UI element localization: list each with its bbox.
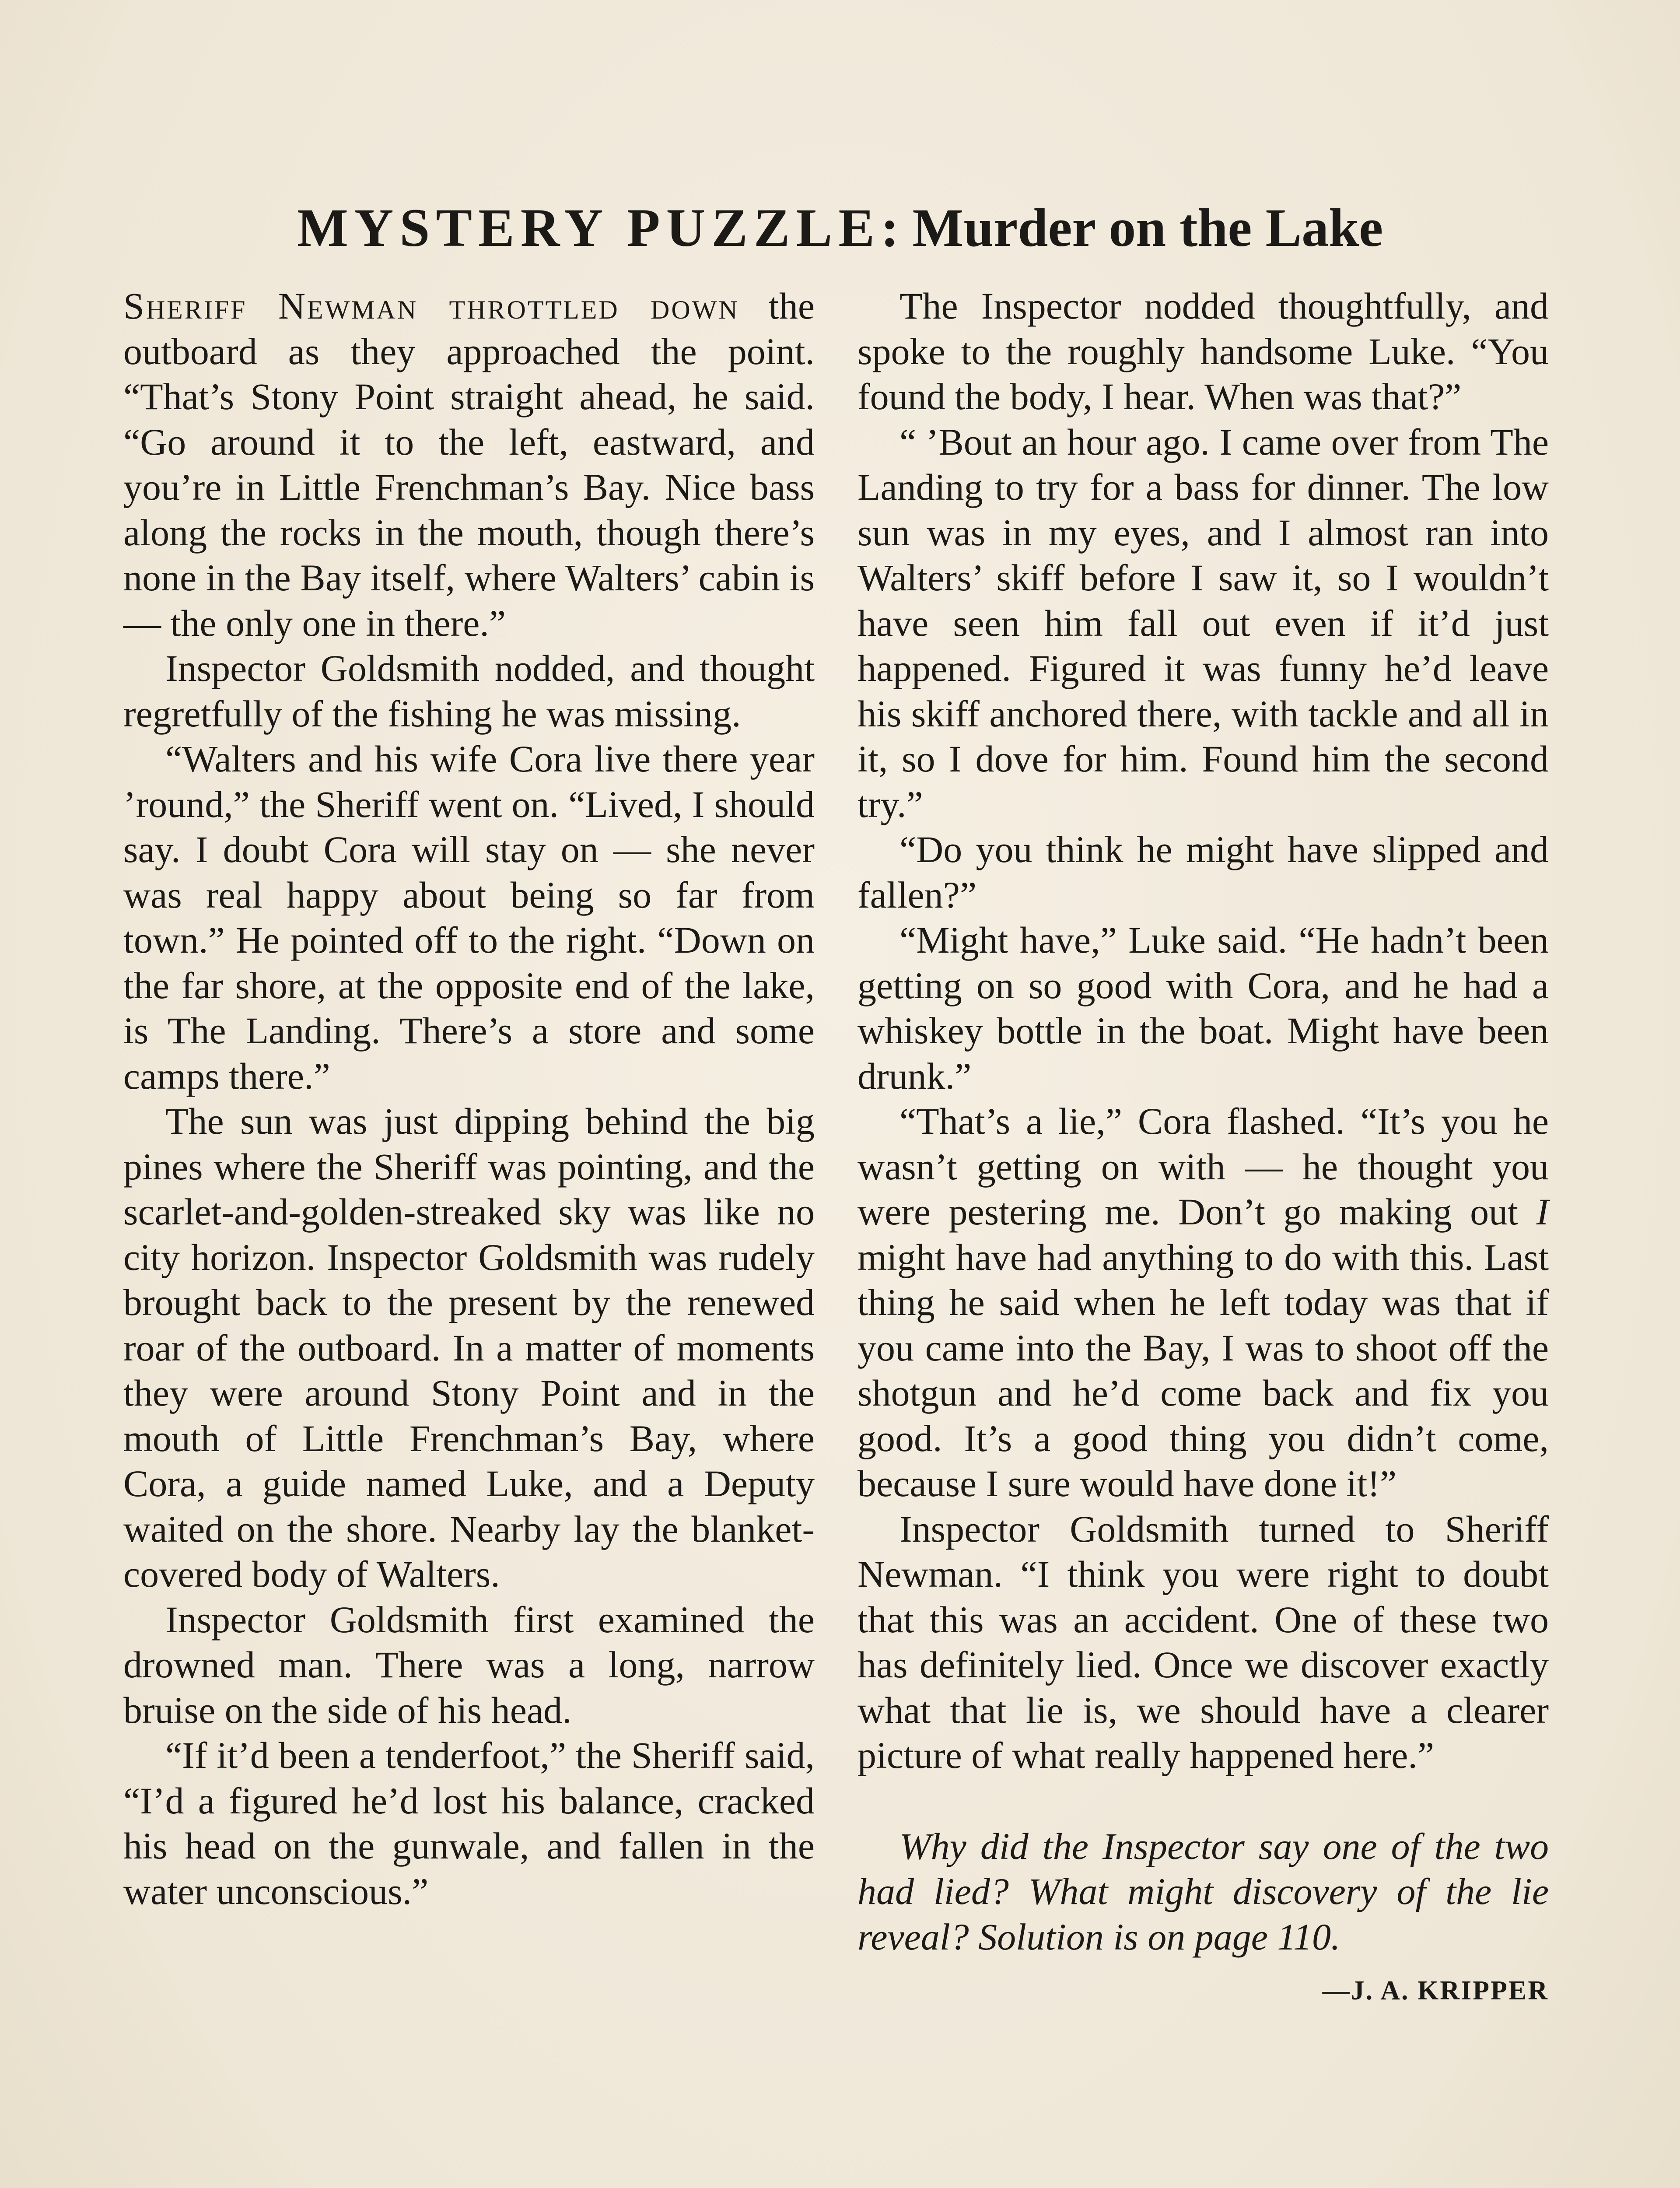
lead-in: Sheriff Newman throttled down bbox=[123, 285, 739, 327]
title-separator: : bbox=[881, 198, 913, 258]
emphasis: I bbox=[1536, 1191, 1549, 1233]
paragraph bbox=[858, 1099, 1549, 1507]
puzzle-question: Why did the Inspector say one of the two had lied? What might discovery of the lie reveal? Solution is on page 110. bbox=[858, 1825, 1549, 1958]
paragraph: “Might have,” Luke said. “He hadn’t been getting on so good with Cora, and he had a whiskey bottle in the boat. Might have been drunk.” bbox=[858, 919, 1549, 1097]
title-sub: Murder on the Lake bbox=[912, 198, 1383, 258]
page-title bbox=[0, 198, 1680, 258]
author-byline: —J. A. KRIPPER bbox=[1322, 1976, 1549, 2006]
paragraph: The Inspector nodded thoughtfully, and spoke to the roughly handsome Luke. “You found the body, I hear. When was that?” bbox=[858, 285, 1549, 417]
paragraph: Inspector Goldsmith first examined the drowned man. There was a long, narrow bruise on the side of his head. bbox=[123, 1598, 815, 1731]
paragraph: Inspector Goldsmith turned to Sheriff Newman. “I think you were right to doubt that this was an accident. One of these two has definitely lied. Once we discover exactly what that lie is, we should have a clearer picture of what really happened here.” bbox=[858, 1508, 1549, 1776]
paragraph-text: “That’s a lie,” Cora flashed. “It’s you he wasn’t getting on with — he thought you were pestering me. Don’t go making out bbox=[858, 1100, 1549, 1233]
paragraph: “If it’d been a tenderfoot,” the Sheriff said, “I’d a figured he’d lost his balance, cracked his head on the gunwale, and fallen in the water unconscious.” bbox=[123, 1734, 815, 1912]
paragraph-text: might have had anything to do with this. Last thing he said when he left today was that if you came into the Bay, I was to shoot off the shotgun and he’d come back and fix you good. It’s a good thing you didn’t come, because I sure would have done it!” bbox=[858, 1236, 1549, 1504]
paragraph: The sun was just dipping behind the big pines where the Sheriff was pointing, and the scarlet-and-golden-streaked sky was like no city horizon. Inspector Goldsmith was rudely brought back to the present by the renewed roar of the outboard. In a matter of moments they were around Stony Point and in the mouth of Little Frenchman’s Bay, where Cora, a guide named Luke, and a Deputy waited on the shore. Nearby lay the blanket-covered body of Walters. bbox=[123, 1100, 815, 1595]
paragraph bbox=[123, 284, 815, 646]
paragraph: “ ’Bout an hour ago. I came over from The Landing to try for a bass for dinner. The low sun was in my eyes, and I almost ran into Walters’ skiff before I saw it, so I wouldn’t have seen him fall out even if it’d just happened. Figured it was funny he’d leave his skiff anchored there, with tackle and all in it, so I dove for him. Found him the second try.” bbox=[858, 421, 1549, 825]
paragraph: Inspector Goldsmith nodded, and thought regretfully of the fishing he was missing. bbox=[123, 647, 815, 735]
paragraph: “Do you think he might have slipped and fallen?” bbox=[858, 828, 1549, 916]
left-column bbox=[123, 284, 815, 1914]
right-column bbox=[858, 284, 1549, 2006]
title-main: MYSTERY PUZZLE bbox=[297, 198, 881, 258]
paragraph-text: the outboard as they approached the point. “That’s Stony Point straight ahead, he said. “Go around it to the left, eastward, and you’re in Little Frenchman’s Bay. Nice bass along the rocks in the mouth, though there’s none in the Bay itself, where Walters’ cabin is — the only one in there.” bbox=[123, 285, 815, 644]
paragraph: “Walters and his wife Cora live there year ’round,” the Sheriff went on. “Lived, I should say. I doubt Cora will stay on — she never was real happy about being so far from town.” He pointed off to the right. “Down on the far shore, at the opposite end of the lake, is The Landing. There’s a store and some camps there.” bbox=[123, 738, 815, 1097]
